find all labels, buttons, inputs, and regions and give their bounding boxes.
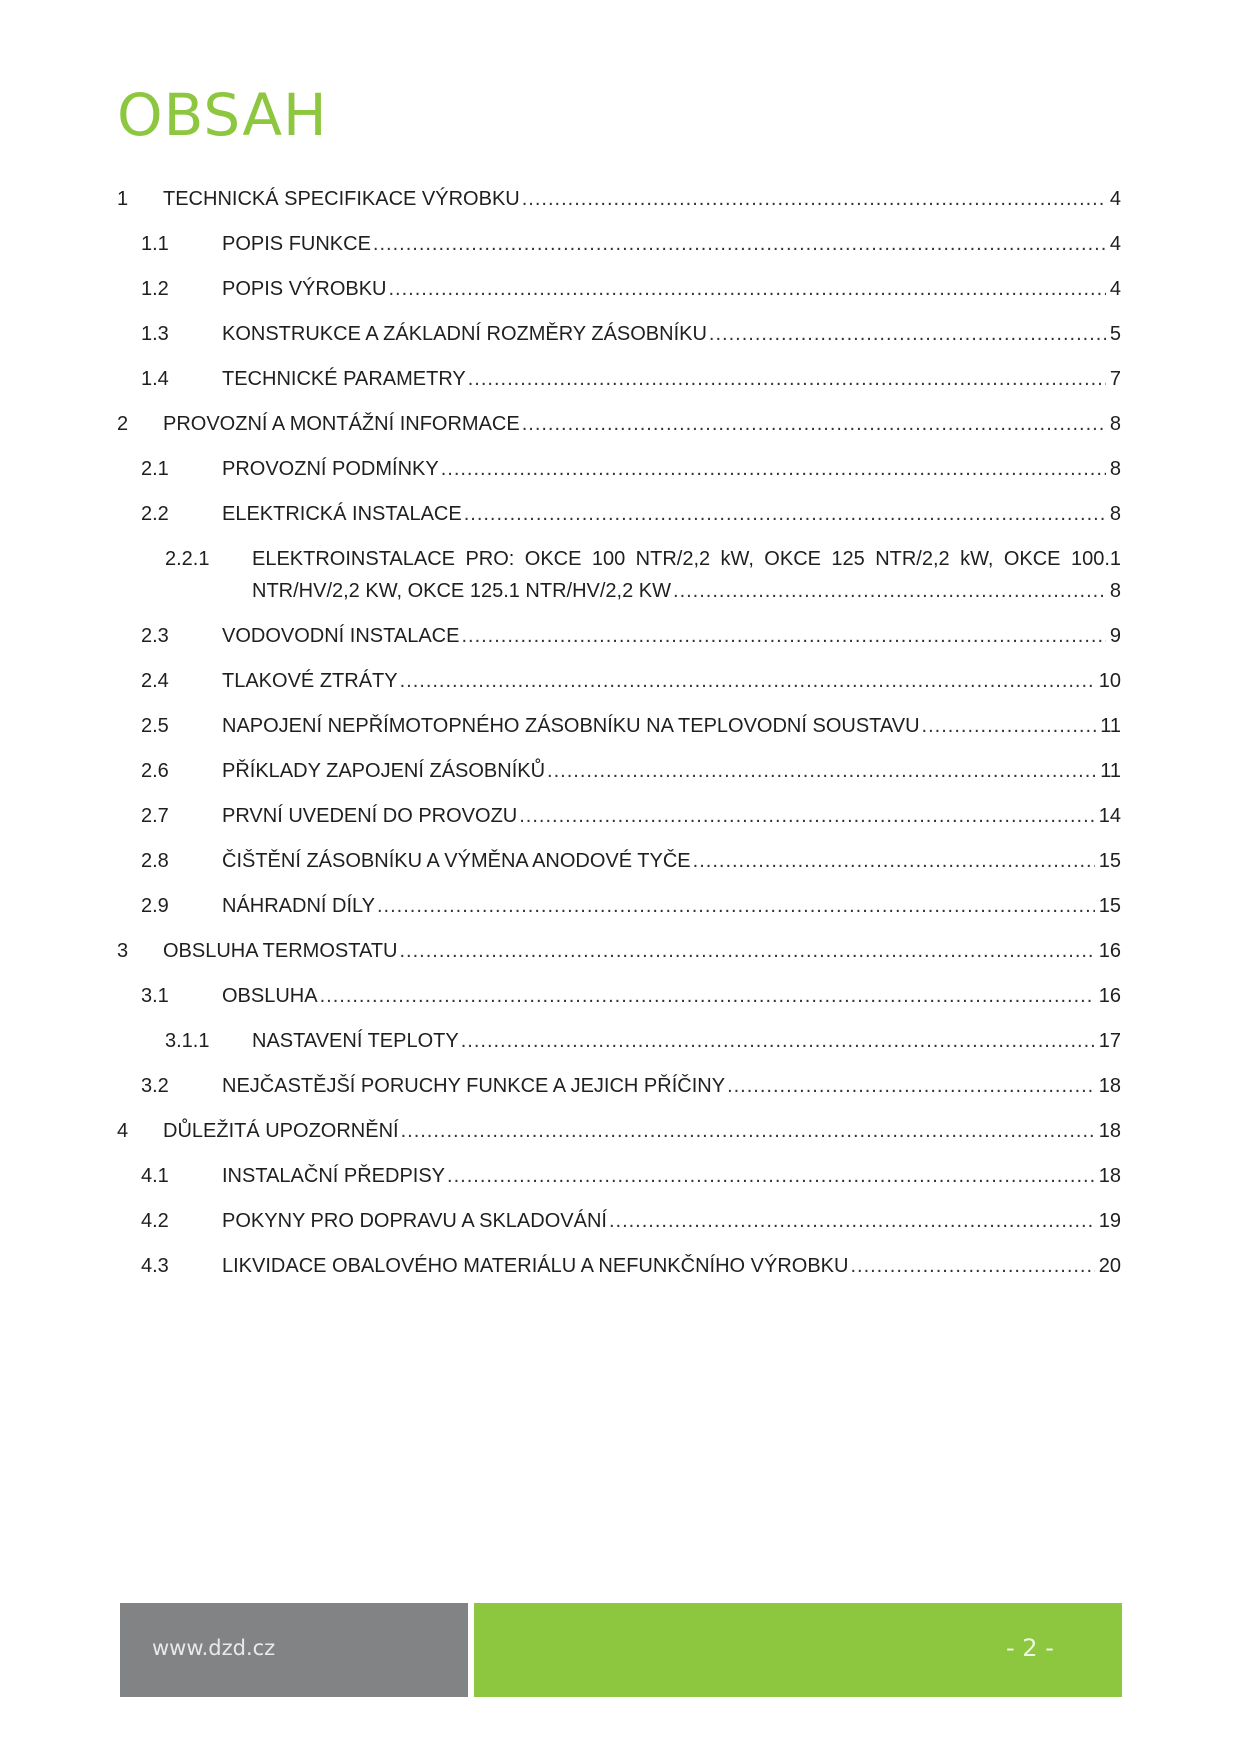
- toc-entry[interactable]: [117, 360, 1121, 395]
- dot-leader: [320, 980, 1095, 1012]
- toc-entry-number: 4.2: [141, 1210, 169, 1232]
- toc-entry-number: 2.1: [141, 458, 169, 480]
- toc-entry[interactable]: [117, 1247, 1121, 1282]
- footer-page-number: - 2 -: [1006, 1634, 1054, 1662]
- toc-entry-number: 1.1: [141, 233, 169, 255]
- dot-leader: [468, 363, 1106, 395]
- toc-entry-page: 9: [1109, 625, 1121, 647]
- dot-leader: [464, 498, 1106, 530]
- toc-entry-label: TECHNICKÁ SPECIFIKACE VÝROBKU: [163, 188, 520, 210]
- toc-entry-number: 2.2.1: [165, 548, 210, 570]
- dot-leader: [522, 408, 1106, 440]
- toc-entry-number: 2.7: [141, 805, 169, 827]
- dot-leader: [401, 1115, 1095, 1147]
- dot-leader: [727, 1070, 1095, 1102]
- toc-entry[interactable]: [117, 1067, 1121, 1102]
- dot-leader: [547, 755, 1096, 787]
- toc-entry-label: OBSLUHA: [222, 985, 318, 1007]
- toc-entry-label: POPIS FUNKCE: [222, 233, 371, 255]
- toc-entry[interactable]: [117, 270, 1121, 305]
- dot-leader: [441, 453, 1106, 485]
- dot-leader: [377, 890, 1095, 922]
- toc-entry-number: 3.1.1: [165, 1030, 210, 1052]
- dot-leader: [399, 935, 1094, 967]
- toc-entry[interactable]: [117, 617, 1121, 652]
- dot-leader: [519, 800, 1095, 832]
- toc-entry-page: 8: [1109, 458, 1121, 480]
- dot-leader: [400, 665, 1095, 697]
- toc-entry[interactable]: [117, 887, 1121, 922]
- toc-entry-number: 4.3: [141, 1255, 169, 1277]
- toc-entry-page: 4: [1109, 188, 1121, 210]
- toc-entry[interactable]: [117, 450, 1121, 485]
- toc-entry-label: PROVOZNÍ A MONTÁŽNÍ INFORMACE: [163, 413, 520, 435]
- toc-entry-number: 1: [117, 188, 129, 210]
- toc-entry-number: 1.2: [141, 278, 169, 300]
- toc-entry-label-line1: ELEKTROINSTALACE PRO: OKCE 100 NTR/2,2 kW, OKCE 125 NTR/2,2 kW, OKCE 100.1: [252, 548, 1121, 570]
- footer-website-link[interactable]: www.dzd.cz: [152, 1636, 276, 1660]
- dot-leader: [461, 620, 1105, 652]
- toc-entry-page: 5: [1109, 323, 1121, 345]
- toc-entry-label: NEJČASTĚJŠÍ PORUCHY FUNKCE A JEJICH PŘÍČINY: [222, 1075, 726, 1097]
- toc-entry-number: 4.1: [141, 1165, 169, 1187]
- toc-entry-page: 8: [1109, 580, 1121, 602]
- toc-entry-number: 2.8: [141, 850, 169, 872]
- toc-entry-page: 18: [1098, 1075, 1121, 1097]
- dot-leader: [922, 710, 1097, 742]
- toc-entry-number: 2.5: [141, 715, 169, 737]
- toc-entry-number: 2: [117, 413, 129, 435]
- toc-entry-label: LIKVIDACE OBALOVÉHO MATERIÁLU A NEFUNKČNÍHO VÝROBKU: [222, 1255, 849, 1277]
- toc-entry-label: POKYNY PRO DOPRAVU A SKLADOVÁNÍ: [222, 1210, 607, 1232]
- toc-entry-page: 16: [1098, 940, 1121, 962]
- dot-leader: [850, 1250, 1094, 1282]
- toc-entry-label: PROVOZNÍ PODMÍNKY: [222, 458, 439, 480]
- toc-entry-label: VODOVODNÍ INSTALACE: [222, 625, 460, 647]
- toc-entry-page: 20: [1098, 1255, 1121, 1277]
- toc-entry-page: 11: [1100, 760, 1121, 782]
- toc-entry-page: 4: [1109, 278, 1121, 300]
- toc-entry-label: ČIŠTĚNÍ ZÁSOBNÍKU A VÝMĚNA ANODOVÉ TYČE: [222, 850, 691, 872]
- toc-entry-number: 3: [117, 940, 129, 962]
- toc-entry[interactable]: [117, 842, 1121, 877]
- table-of-contents: [117, 180, 1121, 1292]
- toc-entry-page: 15: [1098, 895, 1121, 917]
- toc-entry-number: 2.6: [141, 760, 169, 782]
- toc-entry-page: 15: [1098, 850, 1121, 872]
- toc-entry-number: 2.2: [141, 503, 169, 525]
- toc-entry-page: 7: [1109, 368, 1121, 390]
- toc-entry[interactable]: [117, 495, 1121, 530]
- toc-entry-label: INSTALAČNÍ PŘEDPISY: [222, 1165, 446, 1187]
- toc-entry-label: KONSTRUKCE A ZÁKLADNÍ ROZMĚRY ZÁSOBNÍKU: [222, 323, 707, 345]
- toc-entry[interactable]: [117, 180, 1121, 215]
- dot-leader: [673, 575, 1106, 607]
- page-title: OBSAH: [117, 81, 328, 149]
- toc-entry-page: 8: [1109, 503, 1121, 525]
- toc-entry[interactable]: [117, 1112, 1121, 1147]
- toc-entry-label: PŘÍKLADY ZAPOJENÍ ZÁSOBNÍKŮ: [222, 760, 546, 782]
- toc-entry-label: ELEKTRICKÁ INSTALACE: [222, 503, 462, 525]
- toc-entry-label: OBSLUHA TERMOSTATU: [163, 940, 398, 962]
- dot-leader: [609, 1205, 1095, 1237]
- toc-entry-page: 16: [1098, 985, 1121, 1007]
- toc-entry[interactable]: [117, 797, 1121, 832]
- toc-entry[interactable]: [117, 540, 1121, 607]
- toc-entry[interactable]: [117, 225, 1121, 260]
- dot-leader: [522, 183, 1106, 215]
- toc-entry-page: 10: [1098, 670, 1121, 692]
- dot-leader: [709, 318, 1106, 350]
- toc-entry[interactable]: [117, 977, 1121, 1012]
- toc-entry-page: 18: [1098, 1165, 1121, 1187]
- toc-entry-page: 14: [1098, 805, 1121, 827]
- toc-entry-label-line2: NTR/HV/2,2 KW, OKCE 125.1 NTR/HV/2,2 KW: [252, 580, 672, 602]
- toc-entry-number: 2.9: [141, 895, 169, 917]
- toc-entry-label: TECHNICKÉ PARAMETRY: [222, 368, 466, 390]
- toc-entry-label: NAPOJENÍ NEPŘÍMOTOPNÉHO ZÁSOBNÍKU NA TEPLOVODNÍ SOUSTAVU: [222, 715, 920, 737]
- toc-entry[interactable]: [117, 662, 1121, 697]
- toc-entry[interactable]: [117, 315, 1121, 350]
- toc-entry-number: 3.1: [141, 985, 169, 1007]
- dot-leader: [693, 845, 1095, 877]
- toc-entry[interactable]: [117, 932, 1121, 967]
- toc-entry-label: POPIS VÝROBKU: [222, 278, 387, 300]
- dot-leader: [447, 1160, 1095, 1192]
- toc-entry-number: 1.3: [141, 323, 169, 345]
- toc-entry[interactable]: [117, 405, 1121, 440]
- toc-entry-number: 1.4: [141, 368, 169, 390]
- toc-entry-page: 4: [1109, 233, 1121, 255]
- toc-entry-number: 2.4: [141, 670, 169, 692]
- toc-entry[interactable]: [117, 752, 1121, 787]
- toc-entry-label: NÁHRADNÍ DÍLY: [222, 895, 375, 917]
- toc-entry-page: 17: [1098, 1030, 1121, 1052]
- toc-entry-label: PRVNÍ UVEDENÍ DO PROVOZU: [222, 805, 518, 827]
- toc-entry[interactable]: [117, 1022, 1121, 1057]
- toc-entry-label: TLAKOVÉ ZTRÁTY: [222, 670, 398, 692]
- dot-leader: [461, 1025, 1095, 1057]
- toc-entry-label: DŮLEŽITÁ UPOZORNĚNÍ: [163, 1120, 399, 1142]
- dot-leader: [373, 228, 1106, 260]
- toc-entry[interactable]: [117, 1202, 1121, 1237]
- toc-entry-page: 8: [1109, 413, 1121, 435]
- toc-entry-label: NASTAVENÍ TEPLOTY: [252, 1030, 459, 1052]
- toc-entry-page: 19: [1098, 1210, 1121, 1232]
- toc-entry-page: 11: [1100, 715, 1121, 737]
- toc-entry[interactable]: [117, 1157, 1121, 1192]
- dot-leader: [389, 273, 1106, 305]
- toc-entry-number: 2.3: [141, 625, 169, 647]
- toc-entry-number: 3.2: [141, 1075, 169, 1097]
- toc-entry[interactable]: [117, 707, 1121, 742]
- toc-entry-number: 4: [117, 1120, 129, 1142]
- toc-entry-page: 18: [1098, 1120, 1121, 1142]
